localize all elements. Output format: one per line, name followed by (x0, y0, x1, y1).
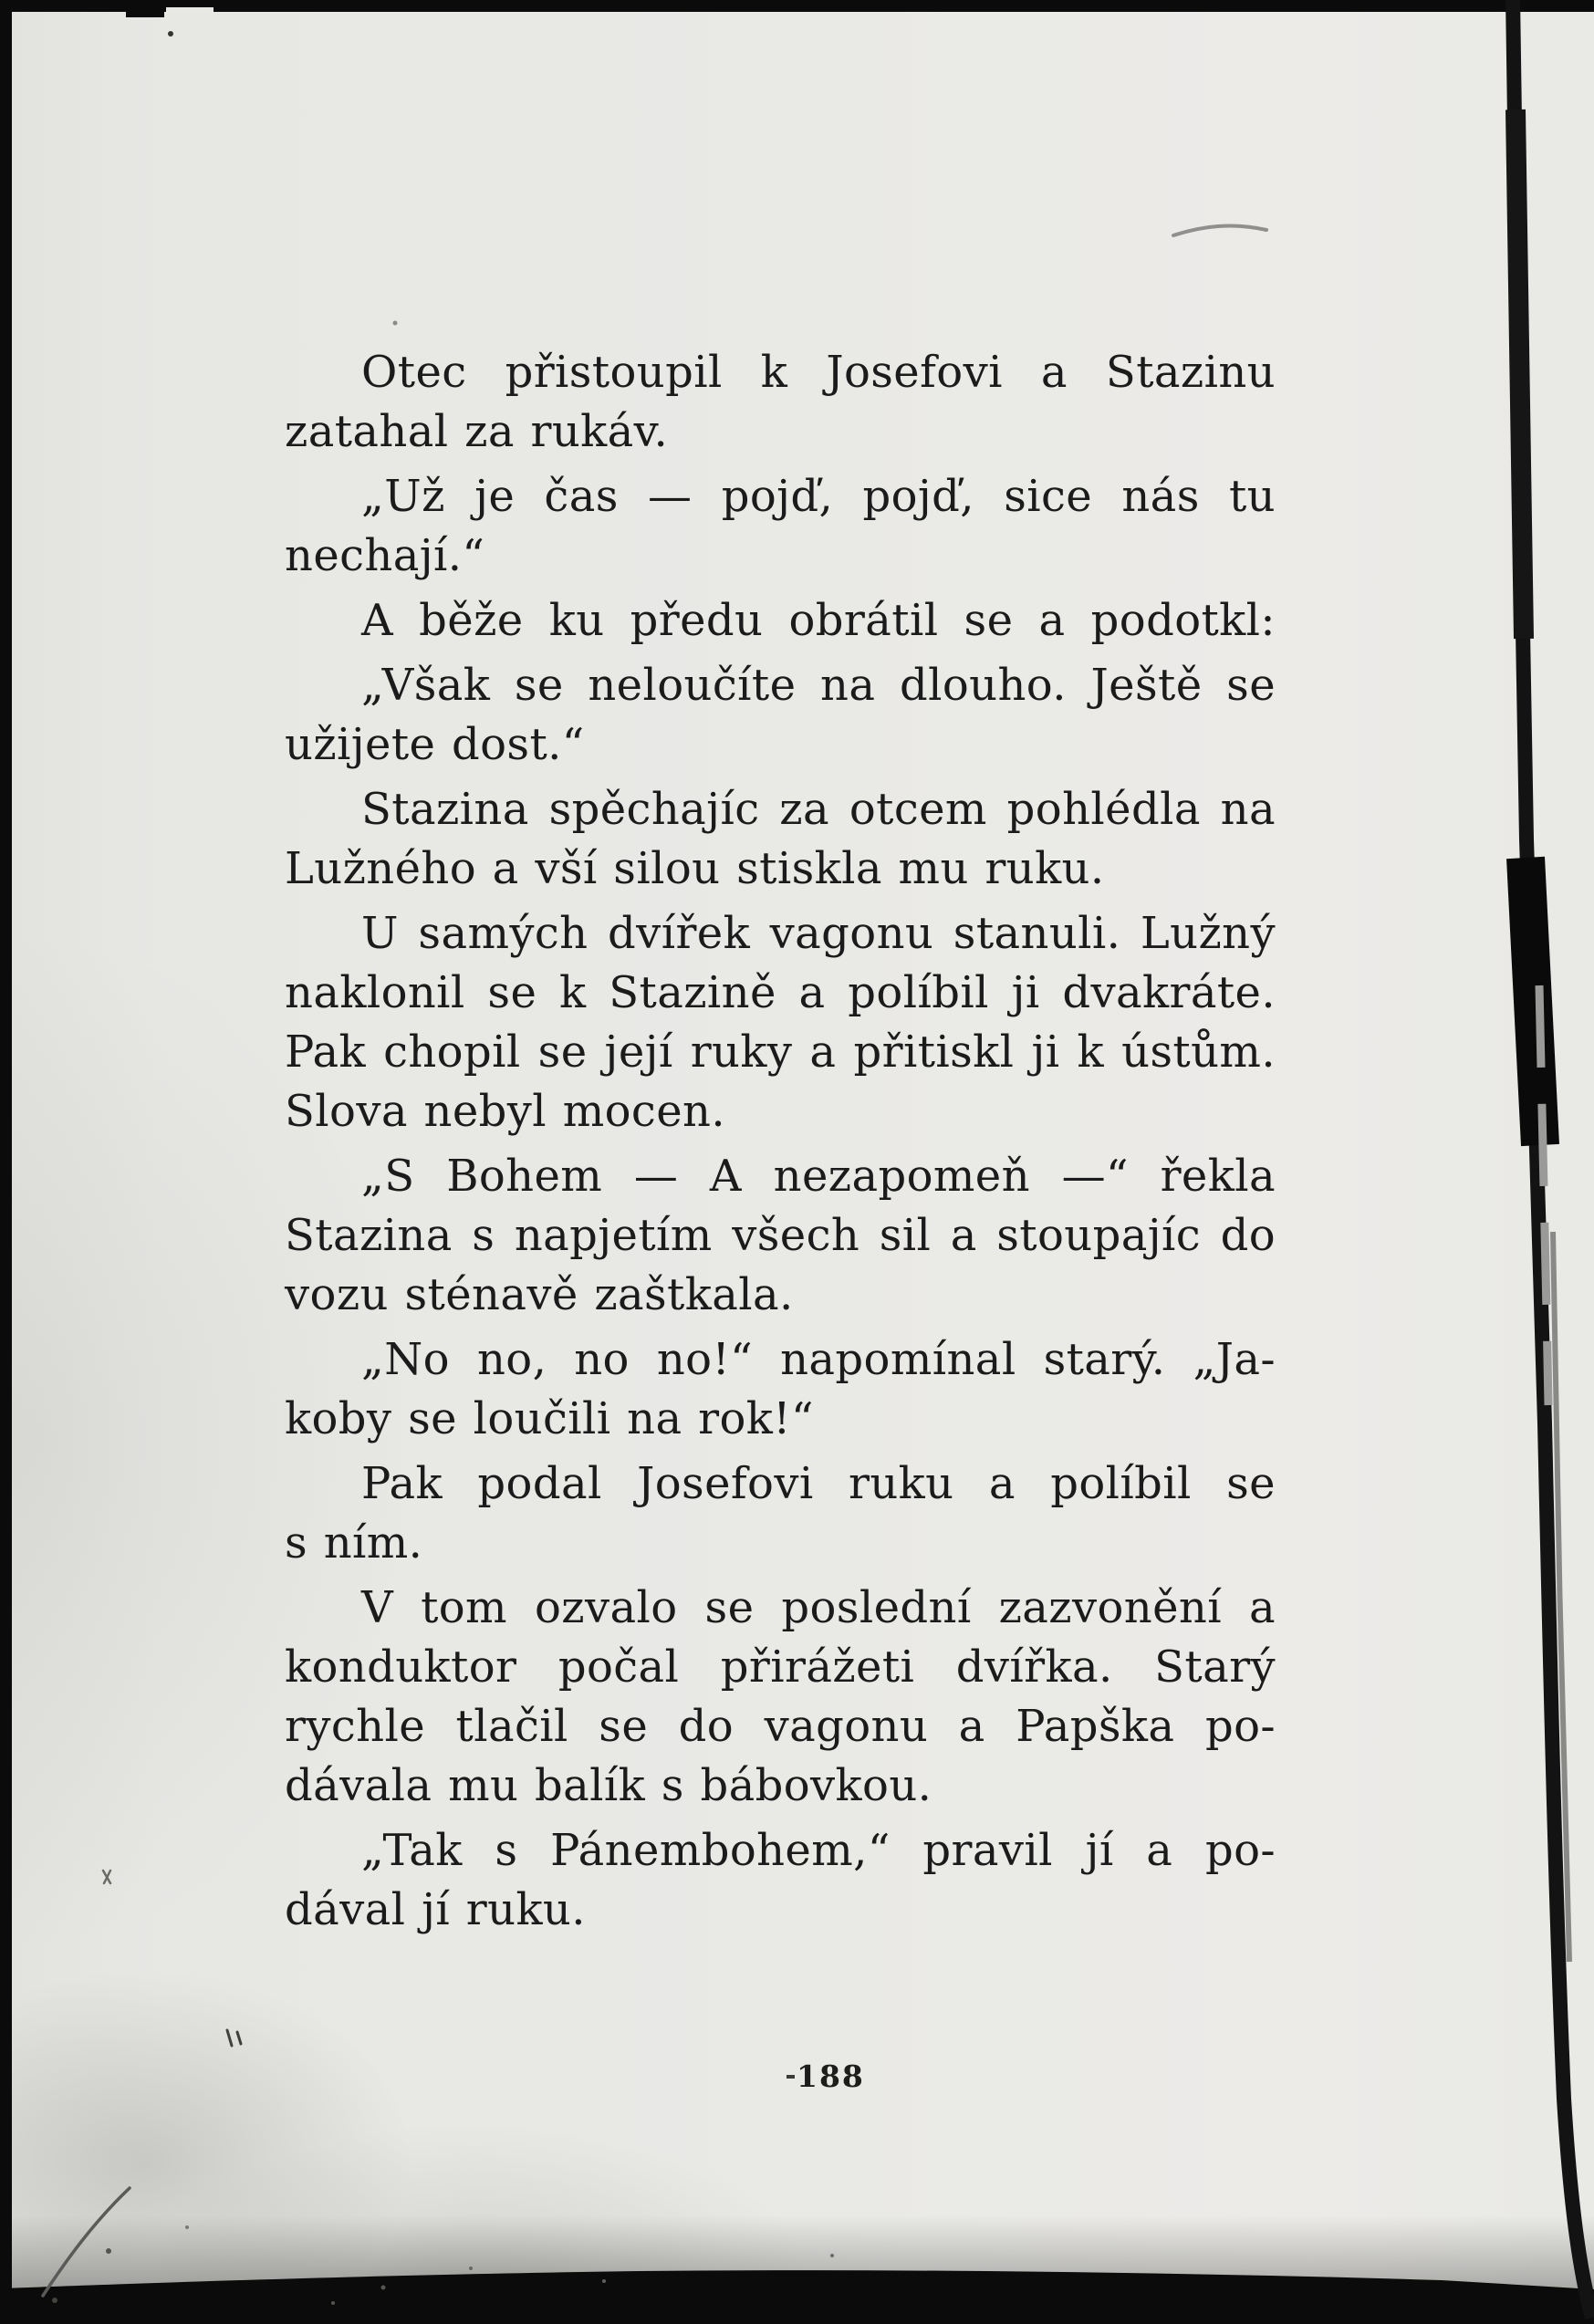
scan-speck (469, 2267, 473, 2270)
text-line: dával jí ruku. (285, 1884, 586, 1935)
scan-speck (830, 2254, 834, 2257)
page-number-text: 188 (797, 2058, 865, 2094)
scan-left-border (0, 0, 12, 2324)
text-line: A běže ku předu obrátil se a podotkl: (361, 595, 1276, 646)
text-line: rychle tlačil se do vagonu a Papška po- (285, 1701, 1276, 1752)
scan-speck (331, 2301, 335, 2305)
paragraph (285, 1579, 1276, 1816)
text-line: Slova nebyl mocen. (285, 1086, 725, 1137)
paragraph (285, 1454, 1276, 1573)
text-line: užijete dost.“ (285, 719, 585, 770)
text-line: „No no, no no!“ napomínal starý. „Ja- (361, 1334, 1276, 1385)
text-line: „S Bohem — A nezapomeň —“ řekla (361, 1151, 1276, 1202)
page-number (787, 2058, 865, 2094)
scan-mark-cross (103, 1871, 110, 1883)
scan-top-border (0, 0, 1594, 12)
paragraph (285, 780, 1276, 899)
paragraph (285, 1330, 1276, 1449)
text-line: Lužného a vší silou stiskla mu ruku. (285, 843, 1105, 894)
text-line: koby se loučili na rok!“ (285, 1393, 814, 1444)
scan-corner-stroke (43, 2188, 130, 2296)
paragraph (285, 1821, 1276, 1940)
text-line: dávala mu balík s bábovkou. (285, 1760, 932, 1811)
text-line: vozu sténavě zaštkala. (285, 1269, 794, 1320)
scan-top-border-notch (166, 7, 214, 13)
paragraph (285, 904, 1276, 1141)
paragraph (285, 656, 1276, 775)
text-line: konduktor počal přirážeti dvířka. Starý (285, 1641, 1276, 1693)
text-line: naklonil se k Stazině a políbil ji dvakráte. (285, 967, 1276, 1018)
scan-mark-check (227, 2030, 241, 2046)
scan-speck (106, 2248, 111, 2254)
text-line: Pak podal Josefovi ruku a políbil se (361, 1458, 1276, 1509)
scan-right-streak-core (1539, 985, 1548, 1405)
scan-ink-dash (787, 2075, 795, 2079)
scan-speck (381, 2286, 386, 2290)
scan-swoosh-mark (1173, 225, 1266, 235)
text-line: Stazina spěchajíc za otcem pohlédla na (361, 784, 1276, 835)
text-line: U samých dvířek vagonu stanuli. Lužný (361, 908, 1276, 959)
scan-speck (168, 31, 173, 36)
text-line: V tom ozvalo se poslední zazvonění a (361, 1582, 1276, 1633)
text-block (285, 343, 1276, 1940)
text-line: nechají.“ (285, 530, 485, 581)
text-line: „Tak s Pánembohem,“ pravil jí a po- (361, 1825, 1276, 1876)
scan-speck (602, 2279, 606, 2283)
text-line: „Však se neloučíte na dlouho. Ještě se (361, 660, 1276, 711)
scan-right-streak-upper (1516, 109, 1524, 639)
scan-bottom-border (0, 2270, 1594, 2324)
paragraph (285, 591, 1276, 651)
text-line: Otec přistoupil k Josefovi a Stazinu (361, 347, 1276, 398)
scan-bottom-shadow (0, 2215, 1594, 2296)
text-line: s ním. (285, 1517, 423, 1568)
text-line: Stazina s napjetím všech sil a stoupajíc do (285, 1210, 1276, 1261)
text-line: Pak chopil se její ruky a přitiskl ji k ústům. (285, 1027, 1276, 1078)
scan-speck (52, 2298, 57, 2303)
scan-right-streak-echo (1553, 1232, 1569, 1962)
paragraph (285, 467, 1276, 586)
scan-top-border-blob (126, 0, 164, 17)
scan-right-streak (1513, 0, 1592, 2318)
scan-speck (185, 2225, 189, 2229)
scan-speck (393, 321, 398, 326)
paragraph (285, 1147, 1276, 1325)
paragraph (285, 343, 1276, 462)
text-line: „Už je čas — pojď, pojď, sice nás tu (361, 471, 1276, 522)
text-line: zatahal za rukáv. (285, 406, 669, 457)
scan-right-streak-blob (1526, 858, 1540, 1145)
